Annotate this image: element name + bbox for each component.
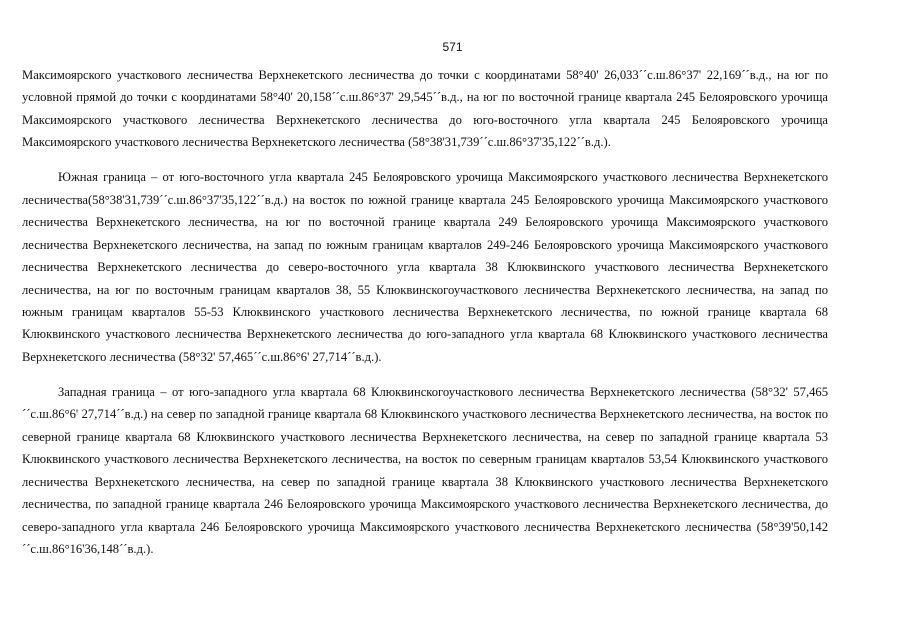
document-body	[22, 64, 828, 561]
paragraph-west-boundary: Западная граница – от юго-западного угла квартала 68 Клюквинскогоучасткового лесничества Верхнекетского лесничества (58°32' 57,465´´с.ш.86°6' 27,714´´в.д.) на север по западной границе квартала 68 Клюквинского участкового лесничества Верхнекетского лесничества, на восток по северной границе квартала 68 Клюквинского участкового лесничества Верхнекетского лесничества, на север по западной границе квартала 53 Клюквинского участкового лесничества Верхнекетского лесничества, на восток по северным границам кварталов 53,54 Клюквинского участкового лесничества Верхнекетского лесничества, на север по западной границе квартала 38 Клюквинского участкового лесничества Верхнекетского лесничества, по западной границе квартала 246 Белояровского урочища Максимоярского участкового лесничества Верхнекетского лесничества, до северо-западного угла квартала 246 Белояровского урочища Максимоярского участкового лесничества Верхнекетского лесничества (58°39'50,142´´с.ш.86°16'36,148´´в.д.).	[22, 384, 828, 557]
paragraph-south-boundary: Южная граница – от юго-восточного угла квартала 245 Белояровского урочища Максимоярского участкового лесничества Верхнекетского лесничества(58°38'31,739´´с.ш.86°37'35,122´´в.д.) на восток по южной границе квартала 245 Белояровского урочища Максимоярского участкового лесничества Верхнекетского лесничества, на юг по восточной границе квартала 249 Белояровского урочища Максимоярского участкового лесничества Верхнекетского лесничества, на запад по южным границам кварталов 249-246 Белояровского урочища Максимоярского участкового лесничества Верхнекетского лесничества до северо-восточного угла квартала 38 Клюквинского участкового лесничества Верхнекетского лесничества, на юг по восточным границам кварталов 38, 55 Клюквинскогоучасткового лесничества Верхнекетского лесничества, на запад по южным границам кварталов 55-53 Клюквинского участкового лесничества Верхнекетского лесничества, по южной границе квартала 68 Клюквинского участкового лесничества Верхнекетского лесничества до юго-западного угла квартала 68 Клюквинского участкового лесничества Верхнекетского лесничества (58°32' 57,465´´с.ш.86°6' 27,714´´в.д.).	[22, 170, 828, 364]
page-number: 571	[442, 40, 463, 54]
paragraph-north-boundary-continuation: Максимоярского участкового лесничества Верхнекетского лесничества до точки с координатами 58°40' 26,033´´с.ш.86°37' 22,169´´в.д., на юг по условной прямой до точки с координатами 58°40' 20,158´´с.ш.86°37' 29,545´´в.д., на юг по восточной границе квартала 245 Белояровского урочища Максимоярского участкового лесничества Верхнекетского лесничества до юго-восточного угла квартала 245 Белояровского урочища Максимоярского участкового лесничества Верхнекетского лесничества (58°38'31,739´´с.ш.86°37'35,122´´в.д.).	[22, 68, 828, 150]
